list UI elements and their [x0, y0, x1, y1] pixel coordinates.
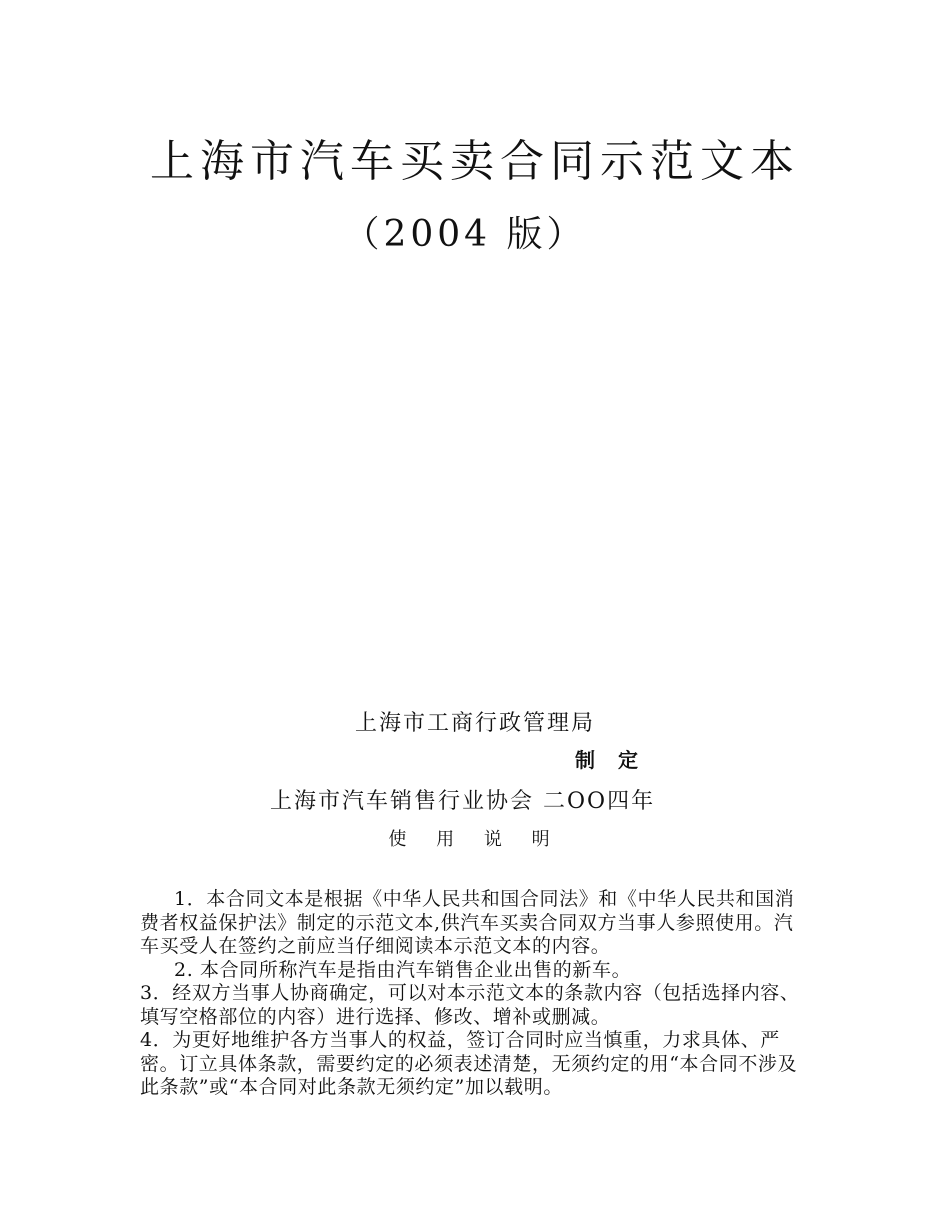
issuer-bureau: 上海市工商行政管理局 — [354, 711, 595, 736]
made-by-label: 制 定 — [575, 748, 646, 772]
usage-note-4: 4．为更好地维护各方当事人的权益，签订合同时应当慎重，力求具体、严密。订立具体条款，需要约定的必须表述清楚，无须约定的用“本合同不涉及此条款”或“本合同对此条款无须约定”加以载明。 — [140, 1029, 798, 1098]
usage-note-1: 1．本合同文本是根据《中华人民共和国合同法》和《中华人民共和国消费者权益保护法》制定的示范文本,供汽车买卖合同双方当事人参照使用。汽车买受人在签约之前应当仔细阅读本示范文本的内容。 — [140, 888, 795, 957]
issuer-association-date: 上海市汽车销售行业协会 二OO四年 — [270, 789, 656, 814]
document-edition: （2004 版） — [343, 214, 587, 255]
usage-note-2: 2. 本合同所称汽车是指由汽车销售企业出售的新车。 — [174, 958, 632, 981]
usage-note-3: 3．经双方当事人协商确定，可以对本示范文本的条款内容（包括选择内容、填写空格部位的内容）进行选择、修改、增补或删减。 — [140, 982, 800, 1028]
document-title: 上海市汽车买卖合同示范文本 — [150, 136, 800, 187]
usage-instructions-heading: 使 用 说 明 — [388, 829, 562, 850]
usage-notes — [140, 888, 810, 1100]
